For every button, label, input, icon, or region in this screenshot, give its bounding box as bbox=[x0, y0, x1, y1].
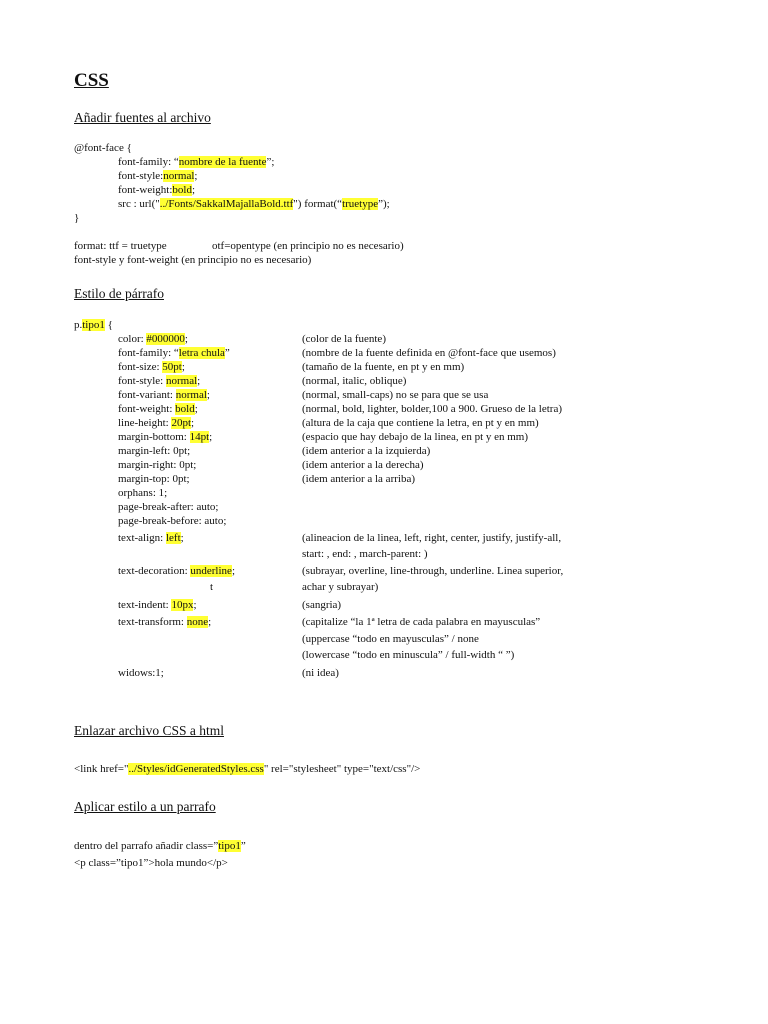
font-face-style-line: font-style:normal; bbox=[118, 170, 198, 182]
property-row bbox=[0, 388, 768, 402]
property-row-text-transform: text-transform: none; (capitalize “la 1ª letra de cada palabra en mayusculas” bbox=[118, 616, 541, 628]
section-heading-fonts: Añadir fuentes al archivo bbox=[74, 110, 211, 125]
property-text: margin-left: 0pt; bbox=[118, 445, 191, 457]
highlight: normal bbox=[163, 170, 195, 182]
property-description: (normal, italic, oblique) bbox=[302, 375, 407, 387]
highlight: #000000 bbox=[146, 333, 185, 345]
property-row bbox=[0, 514, 768, 528]
property-description: (altura de la caja que contiene la letra, en pt y en mm) bbox=[302, 417, 539, 429]
highlight: underline bbox=[190, 565, 232, 577]
property-description: (tamaño de la fuente, en pt y en mm) bbox=[302, 361, 465, 373]
property-row bbox=[0, 430, 768, 444]
property-text: page-break-after: auto; bbox=[118, 501, 219, 513]
property-text: font-style: normal; bbox=[118, 375, 201, 387]
property-row bbox=[0, 402, 768, 416]
property-description: (nombre de la fuente definida en @font-face que usemos) bbox=[302, 347, 556, 359]
property-row-text-align-cont: start: , end: , march-parent: ) bbox=[302, 548, 428, 560]
highlight: left bbox=[165, 532, 181, 544]
property-row-text-align: text-align: left; (alineacion de la linea, left, right, center, justify, justify-all, bbox=[118, 532, 562, 544]
property-row bbox=[0, 360, 768, 374]
format-note-a: format: ttf = truetype bbox=[74, 240, 167, 252]
property-row-text-decoration-cont: t achar y subrayar) bbox=[210, 581, 379, 593]
section-heading-link-css: Enlazar archivo CSS a html bbox=[74, 723, 224, 738]
property-description: (normal, bold, lighter, bolder,100 a 900. Grueso de la letra) bbox=[302, 403, 562, 415]
property-row bbox=[0, 346, 768, 360]
property-row bbox=[0, 416, 768, 430]
property-row-text-decoration: text-decoration: underline; (subrayar, overline, line-through, underline. Linea superior, bbox=[118, 565, 564, 577]
property-row bbox=[0, 458, 768, 472]
highlight: normal bbox=[165, 375, 198, 387]
section-heading-paragraph-style: Estilo de párrafo bbox=[74, 286, 164, 301]
font-face-src-line: src : url("../Fonts/SakkalMajallaBold.ttf") format(“truetype”); bbox=[118, 198, 390, 210]
property-text: color: #000000; bbox=[118, 333, 188, 345]
property-text: margin-right: 0pt; bbox=[118, 459, 197, 471]
highlight: tipo1 bbox=[82, 319, 105, 331]
section-heading-apply-style: Aplicar estilo a un parrafo bbox=[74, 799, 216, 814]
highlight: none bbox=[186, 616, 209, 628]
property-row-text-indent: text-indent: 10px; (sangria) bbox=[118, 599, 342, 611]
highlight: normal bbox=[175, 389, 207, 401]
link-tag-line: <link href="../Styles/idGeneratedStyles.css" rel="stylesheet" type="text/css"/> bbox=[74, 763, 421, 775]
highlight: 20pt bbox=[171, 417, 192, 429]
font-face-open: @font-face { bbox=[74, 142, 132, 154]
highlight: ../Fonts/SakkalMajallaBold.ttf bbox=[159, 198, 294, 210]
property-row-text-transform-cont: (uppercase “todo en mayusculas” / none bbox=[302, 633, 479, 645]
highlight: 14pt bbox=[189, 431, 210, 443]
property-row-text-transform-cont2: (lowercase “todo en minuscula” / full-width “ ”) bbox=[302, 649, 515, 661]
property-description: (idem anterior a la derecha) bbox=[302, 459, 424, 471]
highlight: letra chula bbox=[178, 347, 225, 359]
style-weight-note: font-style y font-weight (en principio no es necesario) bbox=[74, 254, 312, 266]
property-description: (idem anterior a la arriba) bbox=[302, 473, 415, 485]
highlight: 50pt bbox=[162, 361, 182, 373]
format-note-b: otf=opentype (en principio no es necesario) bbox=[212, 240, 404, 252]
property-row bbox=[0, 472, 768, 486]
example-p-tag-line: <p class=”tipo1”>hola mundo</p> bbox=[74, 857, 228, 869]
highlight: bold bbox=[172, 184, 192, 196]
property-description: (espacio que hay debajo de la linea, en pt y en mm) bbox=[302, 431, 529, 443]
font-face-weight-line: font-weight:bold; bbox=[118, 184, 196, 196]
property-text: page-break-before: auto; bbox=[118, 515, 227, 527]
apply-class-line: dentro del parrafo añadir class=”tipo1” bbox=[74, 840, 246, 852]
property-text: margin-top: 0pt; bbox=[118, 473, 190, 485]
property-text: font-weight: bold; bbox=[118, 403, 198, 415]
highlight: nombre de la fuente bbox=[178, 156, 267, 168]
font-face-close: } bbox=[74, 212, 80, 224]
property-row bbox=[0, 444, 768, 458]
property-row bbox=[0, 500, 768, 514]
property-row bbox=[0, 374, 768, 388]
selector-line: p.tipo1 { bbox=[74, 319, 113, 331]
highlight: ../Styles/idGeneratedStyles.css bbox=[128, 763, 264, 775]
page-title: CSS bbox=[74, 70, 109, 91]
property-description: (idem anterior a la izquierda) bbox=[302, 445, 431, 457]
highlight: truetype bbox=[342, 198, 379, 210]
property-description: (color de la fuente) bbox=[302, 333, 386, 345]
property-row-widows: widows:1; (ni idea) bbox=[118, 667, 339, 679]
property-row bbox=[0, 332, 768, 346]
highlight: bold bbox=[175, 403, 195, 415]
font-face-family-line: font-family: “nombre de la fuente”; bbox=[118, 156, 275, 168]
property-description: (normal, small-caps) no se para que se usa bbox=[302, 389, 489, 401]
property-text: font-variant: normal; bbox=[118, 389, 210, 401]
property-text: font-size: 50pt; bbox=[118, 361, 185, 373]
property-text: margin-bottom: 14pt; bbox=[118, 431, 213, 443]
property-text: line-height: 20pt; bbox=[118, 417, 195, 429]
property-text: orphans: 1; bbox=[118, 487, 168, 499]
highlight: tipo1 bbox=[218, 840, 241, 852]
property-row bbox=[0, 486, 768, 500]
property-text: font-family: “letra chula” bbox=[118, 347, 230, 359]
highlight: 10px bbox=[171, 599, 194, 611]
